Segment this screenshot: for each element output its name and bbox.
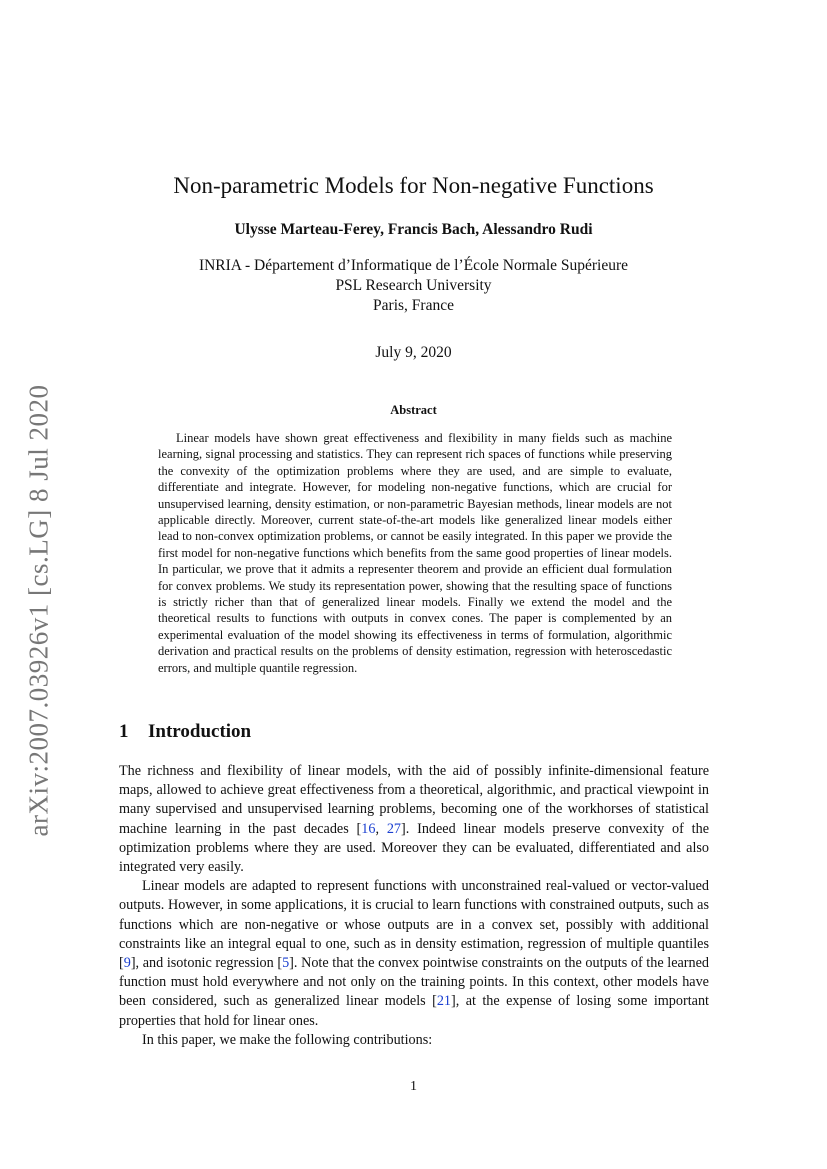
affiliation <box>100 256 727 316</box>
arxiv-identifier-sidebar <box>14 380 64 840</box>
intro-paragraph-3: In this paper, we make the following contributions: <box>142 1031 433 1048</box>
section-number: 1 <box>119 721 129 742</box>
paragraph-text: The richness and flexibility of linear models, with the aid of possibly infinite-dimensional feature maps, allowed to achieve great effectiveness from a theoretical, algorithmic, and practical viewpoint in many supervised and unsupervised learning problems, becoming one of the workhorses of statistical machine learning in the past decades [ <box>119 763 709 837</box>
section-title: Introduction <box>148 721 252 742</box>
paragraph-text: , <box>375 820 387 837</box>
citation-link[interactable]: 21 <box>436 993 452 1010</box>
intro-paragraph-1 <box>119 762 709 877</box>
paragraph-text: Linear models are adapted to represent functions with unconstrained real-valued or vector-valued outputs. However, in some applications, it is crucial to learn functions with constrained outputs, such as functions which are non-negative or whose outputs are in a convex set, possibly with additional constraints like an integral equal to one, such as in density estimation, regression of multiple quantiles [ <box>119 878 709 972</box>
paragraph-text: ]. Note that the convex pointwise constraints on the outputs of the learned function must hold everywhere and not only on the training points. In this context, other models have been considered, such as generalized linear models [ <box>119 955 710 1010</box>
citation-link[interactable]: 9 <box>123 955 131 972</box>
citation-link[interactable]: 5 <box>282 955 290 972</box>
publication-date: July 9, 2020 <box>375 344 452 361</box>
affiliation-line-city: Paris, France <box>373 297 454 314</box>
paragraph-text: ], and isotonic regression [ <box>130 955 283 972</box>
author-list: Ulysse Marteau-Ferey, Francis Bach, Alessandro Rudi <box>234 221 593 238</box>
paragraph-text: ], at the expense of losing some important properties that hold for linear ones. <box>119 993 709 1029</box>
abstract-text: Linear models have shown great effectiveness and flexibility in many fields such as machine learning, signal processing and statistics. They can represent rich spaces of functions while preserving the convexity of the optimization problems where they are used, and are simple to evaluate, differentiate and integrate. However, for modeling non-negative functions, which are crucial for unsupervised learning, density estimation, or non-parametric Bayesian methods, linear models are not applicable directly. Moreover, current state-of-the-art models like generalized linear models either lead to non-convex optimization problems, or cannot be easily integrated. In this paper we provide the first model for non-negative functions which benefits from the same good properties of linear models. In particular, we prove that it admits a representer theorem and provide an efficient dual formulation for convex problems. We study its representation power, showing that the resulting space of functions is strictly richer than that of generalized linear models. Finally we extend the model and the theoretical results to functions with outputs in convex cones. The paper is complemented by an experimental evaluation of the model showing its effectiveness in terms of formulation, algorithmic derivation and practical results on the problems of density estimation, regression with heteroscedastic errors, and multiple quantile regression. <box>158 431 672 675</box>
section-heading-introduction <box>119 721 251 743</box>
citation-link[interactable]: 27 <box>386 820 402 837</box>
paper-title: Non-parametric Models for Non-negative Functions <box>173 173 654 198</box>
affiliation-line-university: PSL Research University <box>335 277 492 294</box>
paragraph-text: ]. Indeed linear models preserve convexity of the optimization problems where they are used. Moreover they can be evaluated, differentiated and also integrated very easily. <box>119 820 710 876</box>
citation-link[interactable]: 16 <box>361 820 376 837</box>
page-number: 1 <box>410 1079 417 1094</box>
introduction-body <box>119 762 709 1050</box>
abstract-heading: Abstract <box>390 403 437 417</box>
affiliation-line-institute: INRIA - Département d’Informatique de l’École Normale Supérieure <box>198 257 629 274</box>
intro-paragraph-2 <box>119 877 709 1031</box>
arxiv-identifier: arXiv:2007.03926v1 [cs.LG] 8 Jul 2020 <box>23 384 54 836</box>
